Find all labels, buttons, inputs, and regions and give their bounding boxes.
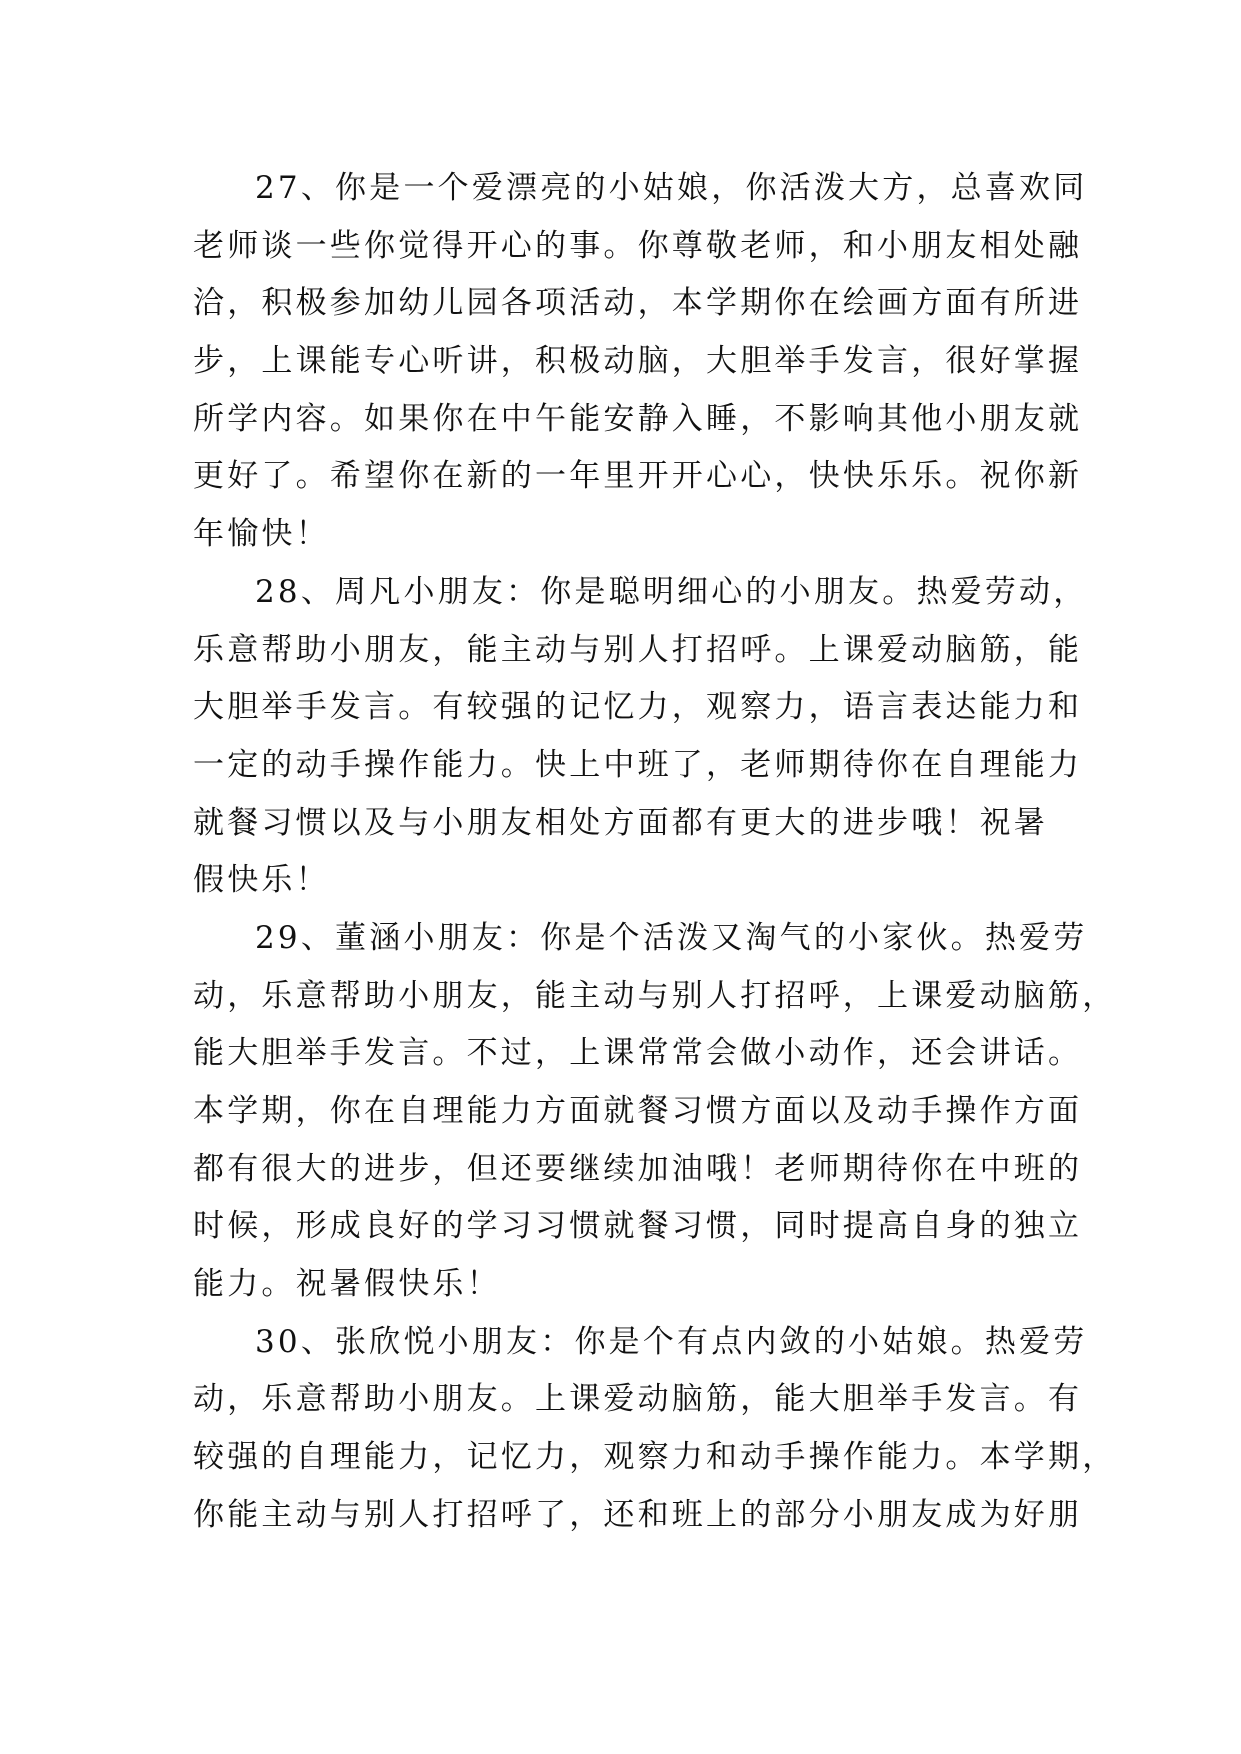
paragraph-27 <box>193 160 1088 564</box>
text-line: 大胆举手发言。有较强的记忆力，观察力，语言表达能力和 <box>193 689 1083 726</box>
text-line: 都有很大的进步，但还要继续加油哦！老师期待你在中班的 <box>193 1150 1083 1187</box>
text-line: 较强的自理能力，记忆力，观察力和动手操作能力。本学期， <box>193 1439 1117 1476</box>
document-body <box>193 160 1117 1545</box>
text-line: 27、你是一个爱漂亮的小姑娘，你活泼大方，总喜欢同 <box>255 170 1088 206</box>
text-line: 本学期，你在自理能力方面就餐习惯方面以及动手操作方面 <box>193 1093 1083 1129</box>
text-line: 能力。祝暑假快乐！ <box>193 1266 501 1303</box>
text-line: 就餐习惯以及与小朋友相处方面都有更大的进步哦！祝暑 <box>193 804 1048 841</box>
text-line: 老师谈一些你觉得开心的事。你尊敬老师，和小朋友相处融 <box>193 227 1083 264</box>
text-line: 所学内容。如果你在中午能安静入睡，不影响其他小朋友就 <box>193 400 1083 437</box>
text-line: 一定的动手操作能力。快上中班了，老师期待你在自理能力 <box>193 746 1083 783</box>
text-line: 动，乐意帮助小朋友。上课爱动脑筋，能大胆举手发言。有 <box>193 1381 1083 1418</box>
text-line: 乐意帮助小朋友，能主动与别人打招呼。上课爱动脑筋，能 <box>193 631 1083 668</box>
paragraph-29 <box>193 910 1117 1314</box>
paragraph-30 <box>193 1314 1117 1545</box>
text-line: 能大胆举手发言。不过，上课常常会做小动作，还会讲话。 <box>193 1035 1083 1072</box>
text-line: 年愉快！ <box>193 516 330 553</box>
text-line: 你能主动与别人打招呼了，还和班上的部分小朋友成为好朋 <box>193 1496 1083 1533</box>
text-line: 假快乐！ <box>193 862 330 899</box>
text-line: 时候，形成良好的学习习惯就餐习惯，同时提高自身的独立 <box>193 1208 1083 1245</box>
text-line: 更好了。希望你在新的一年里开开心心，快快乐乐。祝你新 <box>193 458 1083 495</box>
text-line: 洽，积极参加幼儿园各项活动，本学期你在绘画方面有所进 <box>193 285 1083 322</box>
paragraph-28 <box>193 564 1088 910</box>
text-line: 28、周凡小朋友：你是聪明细心的小朋友。热爱劳动， <box>255 573 1088 610</box>
text-line: 动，乐意帮助小朋友，能主动与别人打招呼，上课爱动脑筋， <box>193 977 1117 1014</box>
text-line: 步，上课能专心听讲，积极动脑，大胆举手发言，很好掌握 <box>193 343 1083 380</box>
text-line: 30、张欣悦小朋友：你是个有点内敛的小姑娘。热爱劳 <box>255 1323 1088 1360</box>
text-line: 29、董涵小朋友：你是个活泼又淘气的小家伙。热爱劳 <box>255 919 1088 956</box>
